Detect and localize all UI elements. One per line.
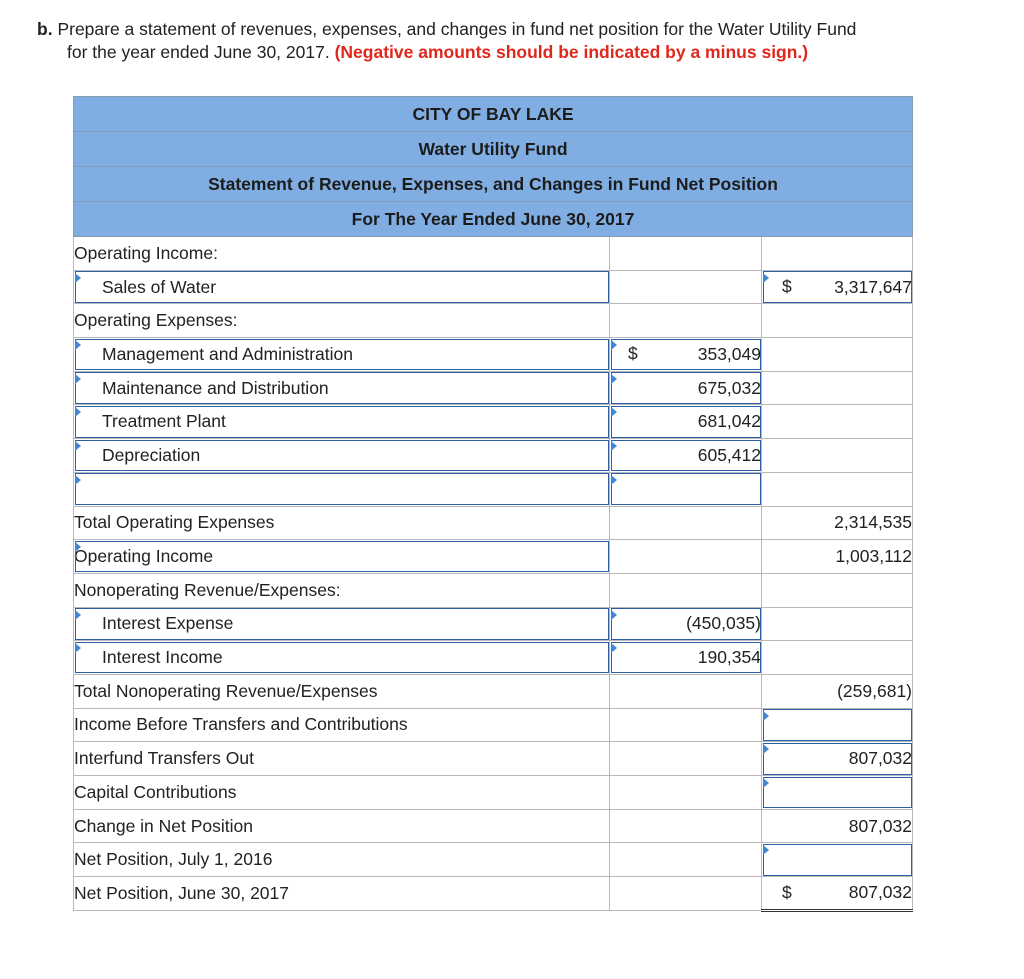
cell-value: 807,032 (848, 748, 913, 769)
cell-value: 605,412 (697, 444, 761, 465)
depreciation-amount-input[interactable] (610, 439, 762, 473)
blank-item-dropdown[interactable] (74, 472, 610, 506)
net-position-begin-input[interactable] (762, 843, 913, 877)
table-row (74, 809, 913, 843)
row-label: Net Position, July 1, 2016 (74, 843, 610, 877)
total-cell (762, 371, 913, 405)
total-cell (762, 304, 913, 338)
total-cell (762, 439, 913, 473)
table-row (74, 540, 913, 574)
row-label: Net Position, June 30, 2017 (74, 877, 610, 911)
mgmt-admin-dropdown[interactable] (74, 338, 610, 372)
sales-of-water-total-input[interactable] (762, 270, 913, 304)
negative-amount-note: (Negative amounts should be indicated by a minus sign.) (334, 42, 809, 62)
interest-expense-amount-input[interactable] (610, 607, 762, 641)
amount-cell (610, 674, 762, 708)
fund-name: Water Utility Fund (74, 132, 913, 167)
amount-cell (610, 708, 762, 742)
table-row (74, 843, 913, 877)
table-row (74, 641, 913, 675)
maint-dist-amount-input[interactable] (610, 371, 762, 405)
total-cell (762, 405, 913, 439)
dollar-sign: $ (782, 882, 792, 903)
amount-cell (610, 809, 762, 843)
operating-income-value: 1,003,112 (762, 540, 913, 574)
statement-title: Statement of Revenue, Expenses, and Changes in Fund Net Position (74, 167, 913, 202)
amount-cell (610, 877, 762, 911)
row-label: Interest Income (102, 647, 223, 668)
amount-cell (610, 776, 762, 810)
header-row-fund (74, 132, 913, 167)
sales-of-water-dropdown[interactable] (74, 270, 610, 304)
depreciation-dropdown[interactable] (74, 439, 610, 473)
amount-cell (610, 573, 762, 607)
dollar-sign: $ (782, 276, 792, 297)
statement-table (73, 96, 913, 912)
row-label: Treatment Plant (102, 411, 226, 432)
row-label: Operating Expenses: (74, 304, 610, 338)
cell-value: 681,042 (697, 411, 761, 432)
header-row-period (74, 202, 913, 237)
table-row (74, 877, 913, 911)
instructions-line2: for the year ended June 30, 2017. (67, 42, 330, 62)
blank-amount-input[interactable] (610, 472, 762, 506)
header-row-entity (74, 97, 913, 132)
amount-cell (610, 742, 762, 776)
table-row (74, 573, 913, 607)
interfund-transfers-out-input[interactable] (762, 742, 913, 776)
cell-value: 353,049 (697, 343, 761, 364)
mgmt-admin-amount-input[interactable] (610, 338, 762, 372)
row-label: Interest Expense (102, 613, 234, 634)
table-row (74, 506, 913, 540)
total-operating-expenses-value: 2,314,535 (762, 506, 913, 540)
cell-value: 3,317,647 (834, 276, 913, 297)
table-row (74, 439, 913, 473)
part-label: b. (37, 19, 53, 39)
amount-cell (610, 506, 762, 540)
row-label: Operating Income: (74, 237, 610, 271)
row-label: Capital Contributions (74, 776, 610, 810)
entity-name: CITY OF BAY LAKE (74, 97, 913, 132)
table-row (74, 472, 913, 506)
total-nonoperating-value: (259,681) (762, 674, 913, 708)
table-row (74, 674, 913, 708)
cell-value: 190,354 (697, 647, 761, 668)
table-row (74, 371, 913, 405)
row-label: Total Operating Expenses (74, 506, 610, 540)
row-label: Depreciation (102, 444, 201, 465)
row-label: Maintenance and Distribution (102, 377, 329, 398)
row-label: Sales of Water (102, 276, 217, 297)
cell-value: 807,032 (848, 882, 913, 903)
amount-cell (610, 304, 762, 338)
interest-expense-dropdown[interactable] (74, 607, 610, 641)
total-cell (762, 573, 913, 607)
treatment-plant-dropdown[interactable] (74, 405, 610, 439)
row-label: Interfund Transfers Out (74, 742, 610, 776)
table-row (74, 405, 913, 439)
amount-cell (610, 237, 762, 271)
table-row (74, 776, 913, 810)
table-row (74, 270, 913, 304)
net-position-end-value (762, 877, 913, 911)
row-label: Nonoperating Revenue/Expenses: (74, 573, 610, 607)
instructions (37, 18, 997, 64)
change-in-net-position-value: 807,032 (762, 809, 913, 843)
table-row (74, 742, 913, 776)
cell-value: (450,035) (686, 613, 761, 634)
period-title: For The Year Ended June 30, 2017 (74, 202, 913, 237)
row-label: Change in Net Position (74, 809, 610, 843)
row-label: Income Before Transfers and Contributions (74, 708, 610, 742)
dollar-sign: $ (628, 343, 638, 364)
amount-cell (610, 270, 762, 304)
table-row (74, 607, 913, 641)
total-cell (762, 607, 913, 641)
maint-dist-dropdown[interactable] (74, 371, 610, 405)
row-label: Management and Administration (102, 343, 353, 364)
amount-cell (610, 843, 762, 877)
income-before-transfers-input[interactable] (762, 708, 913, 742)
capital-contributions-input[interactable] (762, 776, 913, 810)
table-row (74, 237, 913, 271)
amount-cell (610, 540, 762, 574)
treatment-plant-amount-input[interactable] (610, 405, 762, 439)
table-row (74, 338, 913, 372)
interest-income-dropdown[interactable] (74, 641, 610, 675)
instructions-line1: Prepare a statement of revenues, expenses, and changes in fund net position for the Water Utility Fund (57, 19, 857, 39)
total-cell (762, 338, 913, 372)
table-row (74, 708, 913, 742)
total-cell (762, 472, 913, 506)
interest-income-amount-input[interactable] (610, 641, 762, 675)
row-label: Total Nonoperating Revenue/Expenses (74, 674, 610, 708)
total-cell (762, 237, 913, 271)
operating-income-dropdown[interactable] (74, 540, 610, 574)
table-row (74, 304, 913, 338)
total-cell (762, 641, 913, 675)
header-row-statement (74, 167, 913, 202)
cell-value: 675,032 (697, 377, 761, 398)
row-label: Operating Income (74, 546, 214, 567)
